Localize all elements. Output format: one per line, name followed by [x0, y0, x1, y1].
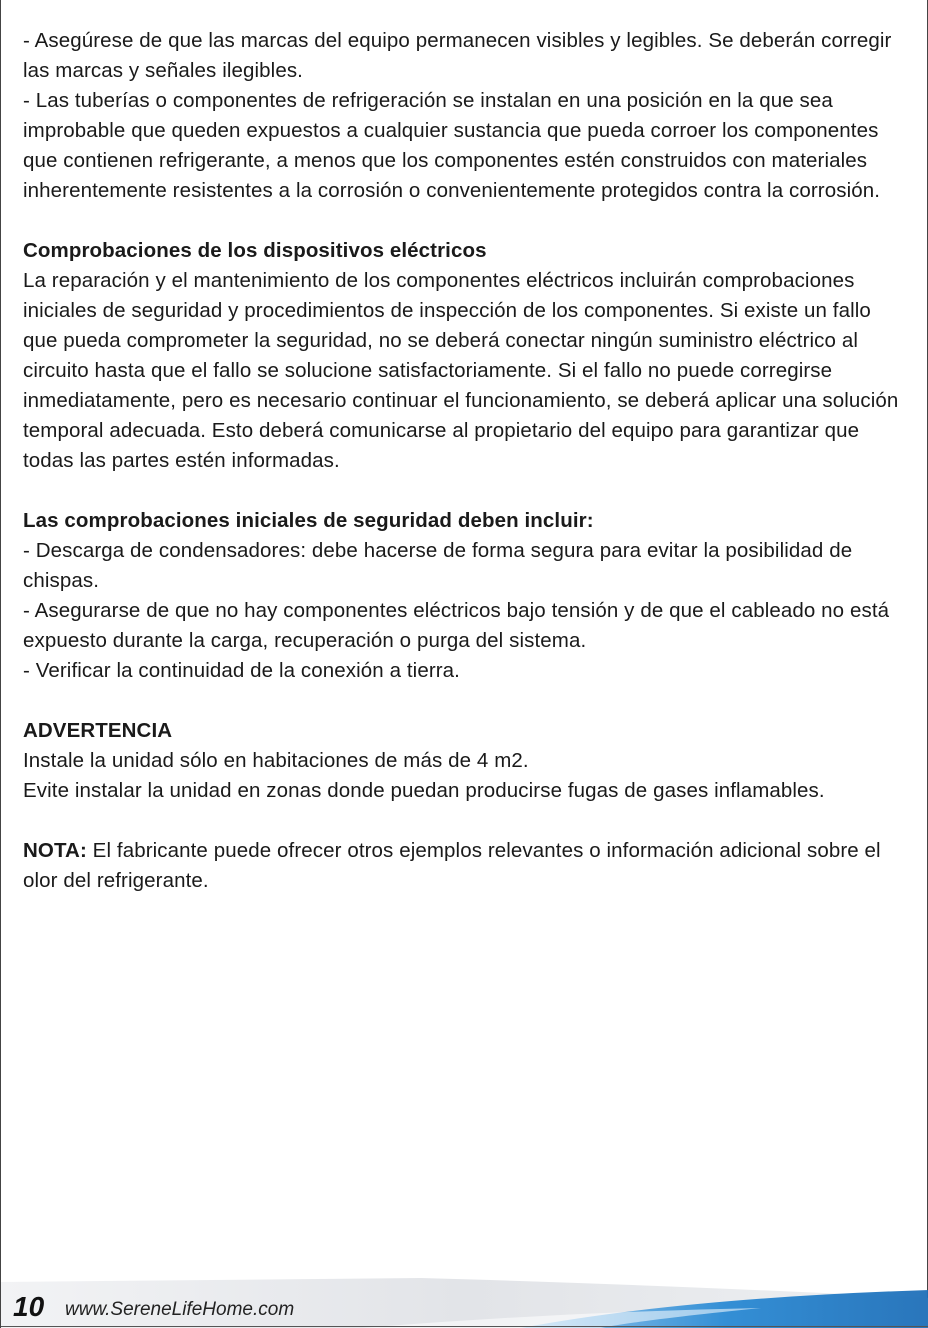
warning-line-flammable-gases: Evite instalar la unidad en zonas donde puedan producirse fugas de gases inflamables. [23, 779, 825, 802]
list-item-capacitors: - Descarga de condensadores: debe hacerse de forma segura para evitar la posibilidad de chispas. [23, 539, 853, 592]
paragraph-markings: - Asegúrese de que las marcas del equipo permanecen visibles y legibles. Se deberán corregir las marcas y señales ilegibles. [23, 29, 892, 82]
heading-electrical-checks: Comprobaciones de los dispositivos eléctricos [23, 239, 487, 262]
page-footer [1, 1268, 928, 1328]
paragraph-electrical-checks: La reparación y el mantenimiento de los componentes eléctricos incluirán comprobaciones iniciales de seguridad y procedimientos de inspección de los componentes. Si existe un fallo que pueda comprometer la seguridad, no se deberá conectar ningún suministro eléctrico al circuito hasta que el fallo se solucione satisfactoriamente. Si el fallo no puede corregirse inmediatamente, pero es necesario continuar el funcionamiento, se deberá aplicar una solución temporal adecuada. Esto deberá comunicarse al propietario del equipo para garantizar que todas las partes estén informadas. [23, 269, 899, 472]
paragraph-piping: - Las tuberías o componentes de refrigeración se instalan en una posición en la que sea improbable que queden expuestos a cualquier sustancia que pueda corroer los componentes que contienen refrigerante, a menos que los componentes estén construidos con materiales inherentemente resistentes a la corrosión o convenientemente protegidos contra la corrosión. [23, 89, 881, 202]
heading-warning: ADVERTENCIA [23, 719, 173, 742]
list-item-live-components: - Asegurarse de que no hay componentes eléctricos bajo tensión y de que el cableado no está expuesto durante la carga, recuperación o purga del sistema. [23, 599, 890, 652]
note-paragraph [23, 836, 909, 896]
spacer [23, 206, 909, 236]
note-text: El fabricante puede ofrecer otros ejemplos relevantes o información adicional sobre el olor del refrigerante. [23, 839, 881, 892]
spacer [23, 686, 909, 716]
page-content [23, 26, 909, 896]
spacer [23, 806, 909, 836]
list-item-earth-continuity: - Verificar la continuidad de la conexión a tierra. [23, 659, 460, 682]
heading-initial-safety-checks: Las comprobaciones iniciales de seguridad deben incluir: [23, 509, 594, 532]
footer-website-link[interactable]: www.SereneLifeHome.com [65, 1299, 295, 1320]
page-number: 10 [13, 1291, 45, 1322]
spacer [23, 476, 909, 506]
note-label: NOTA: [23, 839, 87, 862]
warning-line-room-size: Instale la unidad sólo en habitaciones de más de 4 m2. [23, 749, 529, 772]
